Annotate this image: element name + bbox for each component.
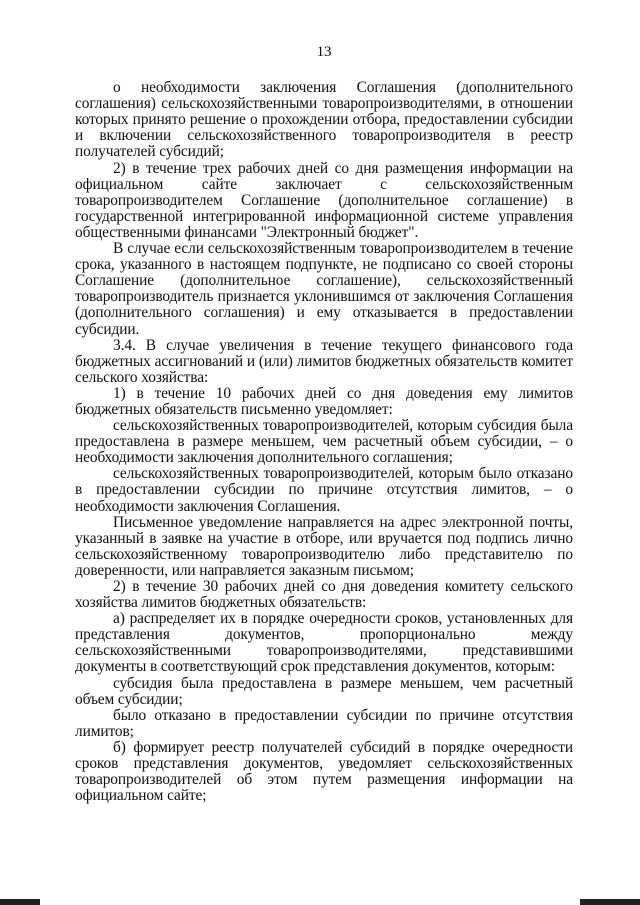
paragraph-refused-no-limits: было отказано в предоставлении субсидии по причине отсутствия лимитов; [75,706,573,740]
paragraph-notify-refused-subsidy: сельскохозяйственных товаропроизводителей, которым было отказано в предоставлении субсидии по причине отсутствия лимитов, – о необходимости заключения Соглашения. [75,465,573,515]
paragraph-item-2-distribution: 2) в течение 30 рабочих дней со дня доведения комитету сельского хозяйства лимитов бюджетных обязательств: [75,578,573,612]
paragraph-item-b-register: б) формирует реестр получателей субсидий в порядке очередности сроков представления документов, уведомляет сельскохозяйственных товаропроизводителей об этом путем размещения информации на официальном сайте; [75,738,573,805]
paragraph-item-2-conclude-agreement: 2) в течение трех рабочих дней со дня размещения информации на официальном сайте заключает с сельскохозяйственным товаропроизводителем Соглашение (дополнительное соглашение) в государственной интегрированной информационной системе управления общественными финансами "Электронный бюджет". [75,159,573,241]
paragraph-refusal-case: В случае если сельскохозяйственным товаропроизводителем в течение срока, указанного в настоящем подпункте, не подписано со своей стороны Соглашение (дополнительное соглашение), сельскохозяйственный товаропроизводитель признается уклонившимся от заключения Соглашения (дополнительного соглашения) и ему отказывается в предоставлении субсидии. [75,240,573,338]
paragraph-item-a-distribute: а) распределяет их в порядке очередности сроков, установленных для представления документов, пропорционально между сельскохозяйственными товаропроизводителями, представившими документы в соответствующий срок представления документов, которым: [75,610,573,676]
scan-edge-mark-left [0,899,40,905]
paragraph-section-3-4: 3.4. В случае увеличения в течение текущего финансового года бюджетных ассигнований и (или) лимитов бюджетных обязательств комитет сельского хозяйства: [75,336,573,386]
paragraph-notice-agreement: о необходимости заключения Соглашения (дополнительного соглашения) сельскохозяйственными товаропроизводителями, в отношении которых принято решение о прохождении отбора, предоставлении субсидии и включении сельскохозяйственного товаропроизводителя в реестр получателей субсидий; [75,79,573,161]
paragraph-notify-reduced-subsidy: сельскохозяйственных товаропроизводителей, которым субсидия была предоставлена в размере меньшем, чем расчетный объем субсидии, – о необходимости заключения дополнительного соглашения; [75,417,573,467]
scan-edge-mark-right [580,899,640,905]
paragraph-item-1-notify: 1) в течение 10 рабочих дней со дня доведения ему лимитов бюджетных обязательств письменно уведомляет: [75,384,573,418]
document-page [75,44,573,804]
paragraph-reduced-subsidy: субсидия была предоставлена в размере меньшем, чем расчетный объем субсидии; [75,674,573,708]
page-number: 13 [316,44,332,60]
paragraph-written-notice: Письменное уведомление направляется на адрес электронной почты, указанный в заявке на участие в отборе, или вручается под подпись лично сельскохозяйственному товаропроизводителю либо представителю по доверенности, или направляется заказным письмом; [75,513,573,579]
